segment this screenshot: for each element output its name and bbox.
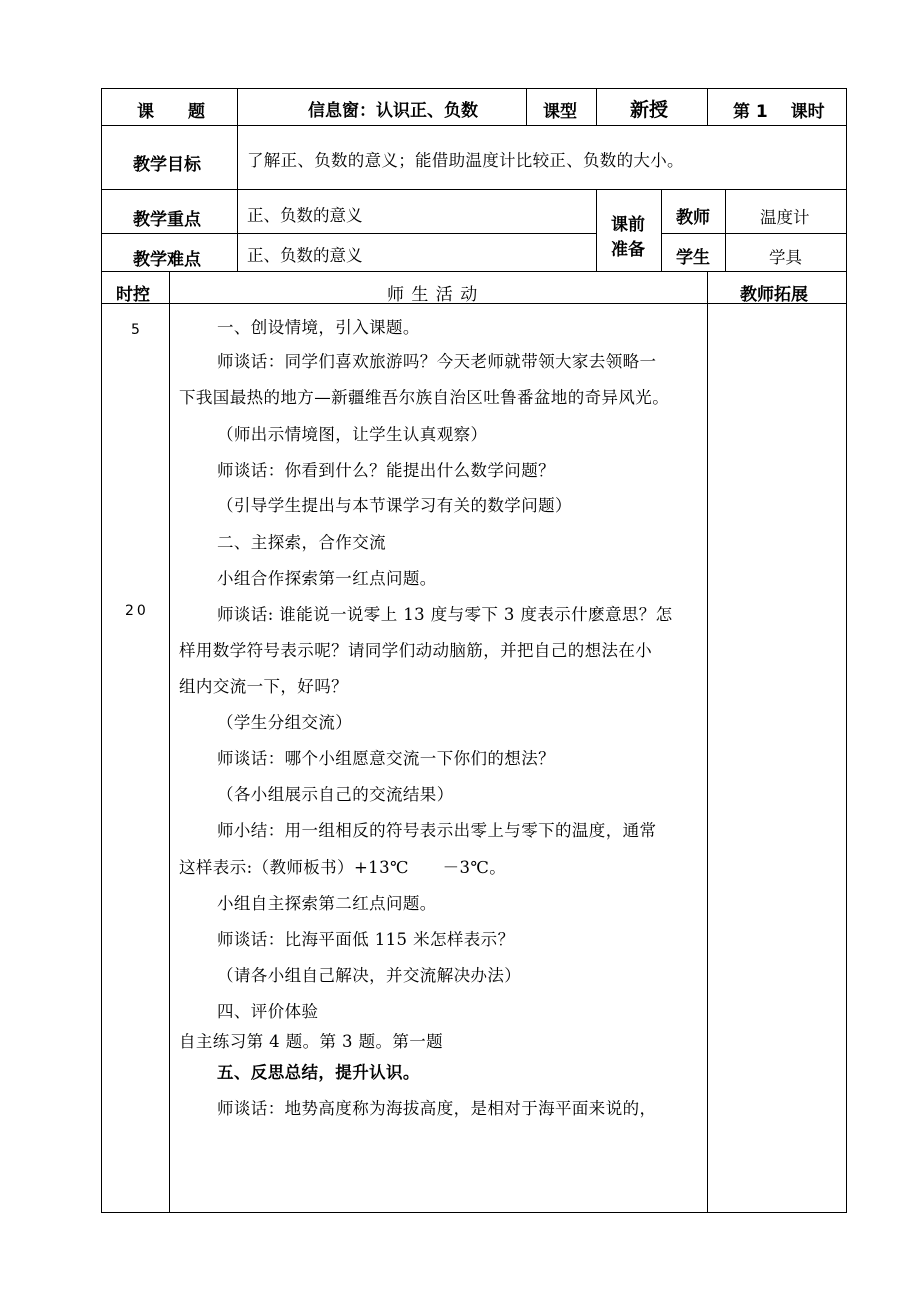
activity-line: （各小组展示自己的交流结果） (217, 785, 454, 804)
objective-label: 教学目标 (133, 155, 201, 175)
extension-column-header: 教师拓展 (740, 285, 808, 305)
time-marker: 20 (125, 603, 149, 619)
prep-teacher-label: 教师 (676, 208, 710, 228)
activity-line: （学生分组交流） (217, 713, 353, 732)
activity-line: 师谈话：同学们喜欢旅游吗？今天老师就带领大家去领略一 (217, 352, 657, 371)
topic-value: 信息窗：认识正、负数 (308, 101, 478, 121)
activity-line: 师谈话：哪个小组愿意交流一下你们的想法？ (217, 749, 555, 768)
activity-line: 小组合作探索第一红点问题。 (217, 569, 437, 588)
prep-student-label: 学生 (676, 248, 710, 268)
lesson-period: 第 1 课时 (733, 102, 825, 122)
activity-line: 二、主探索，合作交流 (217, 533, 386, 552)
lesson-type-label: 课型 (543, 102, 577, 122)
activity-line: 小组自主探索第二红点问题。 (217, 894, 437, 913)
time-column-header: 时控 (116, 285, 150, 305)
activity-line: 一、创设情境，引入课题。 (217, 318, 420, 337)
activity-line: 这样表示:（教师板书）+13℃ －3℃。 (179, 858, 507, 877)
topic-label: 课 题 (137, 102, 205, 122)
key-point-value: 正、负数的意义 (247, 206, 363, 225)
activity-line: 师小结：用一组相反的符号表示出零上与零下的温度，通常 (217, 821, 657, 840)
activity-line: 组内交流一下，好吗？ (179, 677, 348, 696)
prep-student-value: 学具 (769, 248, 802, 267)
prep-label-line2: 准备 (611, 240, 645, 260)
prep-teacher-value: 温度计 (760, 208, 810, 227)
activity-line: 师谈话：你看到什么？能提出什么数学问题？ (217, 461, 555, 480)
difficulty-value: 正、负数的意义 (247, 246, 363, 265)
activity-line: 样用数学符号表示呢？请同学们动动脑筋，并把自己的想法在小 (179, 641, 653, 660)
prep-label-line1: 课前 (611, 215, 645, 235)
activity-column-header: 师 生 活 动 (387, 285, 479, 305)
time-marker: 5 (131, 322, 140, 338)
difficulty-label: 教学难点 (133, 250, 201, 270)
lesson-type-value: 新授 (630, 99, 669, 121)
objective-value: 了解正、负数的意义；能借助温度计比较正、负数的大小。 (247, 151, 684, 170)
activity-line: 师谈话：地势高度称为海拔高度，是相对于海平面来说的， (217, 1099, 657, 1118)
activity-line: 五、反思总结，提升认识。 (217, 1063, 420, 1082)
activity-line: （引导学生提出与本节课学习有关的数学问题） (217, 496, 572, 515)
activity-line: 自主练习第 4 题。第 3 题。第一题 (179, 1032, 444, 1051)
activity-line: （师出示情境图，让学生认真观察） (217, 425, 488, 444)
activity-line: （请各小组自己解决，并交流解决办法） (217, 966, 522, 985)
key-point-label: 教学重点 (133, 210, 201, 230)
activity-line: 下我国最热的地方—新疆维吾尔族自治区吐鲁番盆地的奇异风光。 (179, 388, 670, 407)
activity-line: 师谈话: 谁能说一说零上 13 度与零下 3 度表示什麽意思？怎 (217, 605, 673, 624)
activity-line: 四、评价体验 (217, 1002, 319, 1021)
activity-line: 师谈话：比海平面低 115 米怎样表示？ (217, 930, 515, 949)
